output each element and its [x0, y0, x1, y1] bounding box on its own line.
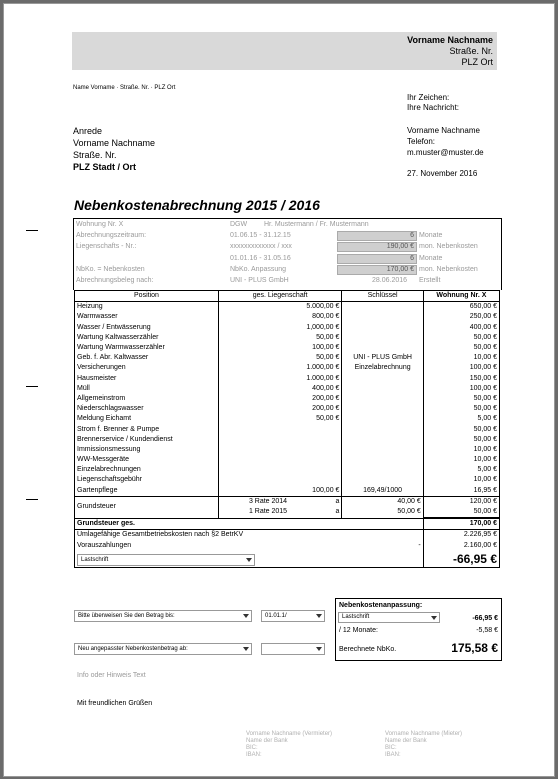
contact-email: m.muster@muster.de [407, 148, 484, 157]
info-extra: Hr. Mustermann / Fr. Mustermann [264, 221, 369, 228]
new-amount-date-select[interactable] [261, 643, 325, 655]
info-unit: Monate [419, 254, 443, 262]
cell-w: 50,00 € [423, 404, 499, 414]
chevron-down-icon [243, 647, 249, 651]
cell-pos: Niederschlagswasser [75, 404, 219, 414]
info-label: Abrechnungszeitraum: [76, 232, 147, 240]
cell-pos: Warmwasser [75, 312, 219, 322]
cell-ges: 50,00 € [218, 333, 341, 343]
costs-table [74, 290, 500, 568]
cell-ges: 1,000,00 € [218, 323, 341, 333]
col-wohnung: Wohnung Nr. X [423, 291, 499, 302]
cell-w: 50,00 € [423, 333, 499, 343]
berechnete-label: Berechnete NbKo. [339, 646, 397, 653]
recipient-city: PLZ Stadt / Ort [73, 162, 136, 172]
rate1-w: 120,00 € [423, 496, 499, 507]
key-cell [342, 353, 423, 485]
table-row [75, 343, 500, 353]
contact-name: Vorname Nachname [407, 126, 480, 135]
cell-w: 650,00 € [423, 302, 499, 313]
cell-pos: Heizung [75, 302, 219, 313]
voraus-minus: - [418, 541, 421, 549]
ihr-zeichen: Ihr Zeichen: [407, 93, 450, 102]
cell-pos: Wartung Kaltwasserzähler [75, 333, 219, 343]
sender-city: PLZ Ort [461, 57, 493, 67]
cell-pos: Versicherungen [75, 363, 219, 373]
grundsteuer-ges-label: Grundsteuer ges. [75, 518, 219, 530]
document-title: Nebenkostenabrechnung 2015 / 2016 [74, 197, 320, 213]
cell-w: 150,00 € [423, 374, 499, 384]
footer-tenant-bic: BIC: [385, 745, 397, 751]
cell-pos: Meldung Eichamt [75, 414, 219, 424]
footer-tenant-name: Vorname Nachname (Mieter) [385, 731, 463, 737]
cell-ges: 5.000,00 € [218, 302, 341, 313]
new-amount-select-label: Neu angepasster Nebenkostenbetrag ab: [78, 646, 188, 652]
grundsteuer-ges-spacer [218, 518, 423, 530]
table-row [75, 518, 500, 530]
info-unit: Monate [419, 232, 443, 240]
cell-ges: 50,00 € [218, 353, 341, 363]
footer-landlord-bank: Name der Bank [246, 738, 288, 744]
info-hint: Info oder Hinweis Text [77, 672, 146, 679]
cell-w: 10,00 € [423, 353, 499, 363]
chevron-down-icon [316, 647, 322, 651]
cell-ges: 50,00 € [218, 414, 341, 424]
key-text: UNI - PLUS GmbH [353, 354, 412, 362]
table-row [75, 323, 500, 333]
info-unit: mon. Nebenkosten [419, 243, 478, 251]
cell-pos: Liegenschaftsgebühr [75, 475, 219, 485]
cell-w: 50,00 € [423, 394, 499, 404]
ihre-nachricht: Ihre Nachricht: [407, 103, 460, 112]
info-value: xxxxxxxxxxxxx / xxx [230, 243, 292, 251]
footer-tenant-iban: IBAN: [385, 752, 401, 758]
table-row [75, 465, 500, 475]
recipient-salutation: Anrede [73, 126, 103, 136]
cell-key [342, 312, 423, 322]
payment-total: -66,95 € [423, 551, 499, 568]
grundsteuer-ges-value: 170,00 € [423, 518, 499, 530]
cell-ges: 100,00 € [218, 343, 341, 353]
footer-tenant [385, 731, 462, 759]
cell-ges: 200,00 € [218, 404, 341, 414]
info-value: UNI - PLUS GmbH [230, 277, 289, 284]
cell-pos: Strom f. Brenner & Pumpe [75, 424, 219, 434]
cell-pos: Einzelabrechnungen [75, 465, 219, 475]
cell-pos: Hausmeister [75, 374, 219, 384]
cell-pos: Geb. f. Abr. Kaltwasser [75, 353, 219, 363]
anpassung-title: Nebenkostenanpassung: [339, 602, 423, 609]
rate2-a: a [335, 508, 340, 516]
fold-mark [26, 386, 38, 387]
key-text: Einzelabrechnung [354, 364, 411, 372]
cell-w: 400,00 € [423, 323, 499, 333]
fold-mark [26, 230, 38, 231]
umlage-label: Umlagefähige Gesamtbetriebskosten nach §2 BetrKV [75, 530, 424, 541]
info-field: 170,00 € [337, 265, 417, 275]
cell-ges: 400,00 € [218, 384, 341, 394]
sender-header [72, 32, 497, 70]
anpassung-value1: -66,95 € [472, 615, 498, 622]
cell-w: 50,00 € [423, 435, 499, 445]
footer-landlord [246, 731, 332, 759]
cell-pos: Müll [75, 384, 219, 394]
table-row [75, 541, 500, 551]
chevron-down-icon [243, 614, 249, 618]
cell-pos: Wartung Warmwasserzähler [75, 343, 219, 353]
table-row [75, 374, 500, 384]
table-row [75, 435, 500, 445]
info-unit: mon. Nebenkosten [419, 265, 478, 273]
cell-w: 100,00 € [423, 363, 499, 373]
voraus-value: 2.160,00 € [423, 541, 499, 551]
info-field: 190,00 € [337, 242, 417, 252]
chevron-down-icon [316, 614, 322, 618]
footer-tenant-bank: Name der Bank [385, 738, 427, 744]
cell-pos: Gartenpflege [75, 486, 219, 497]
col-position: Position [75, 291, 219, 302]
info-label: Liegenschafts - Nr.: [76, 243, 137, 251]
info-label: Abrechnungsbeleg nach: [76, 277, 154, 284]
cell-pos: Brennerservice / Kundendienst [75, 435, 219, 445]
table-row [75, 530, 500, 541]
table-row [75, 363, 500, 373]
table-row [75, 486, 500, 497]
col-key: Schlüssel [342, 291, 423, 302]
table-row [75, 455, 500, 465]
info-extra: 28.06.2016 [372, 277, 408, 284]
umlage-value: 2.226,95 € [423, 530, 499, 541]
anpassung-box [335, 598, 502, 661]
table-row [75, 424, 500, 434]
transfer-date-value: 01.01.1/ [265, 613, 287, 619]
anpassung-per12-label: / 12 Monate: [339, 627, 378, 634]
cell-w: 50,00 € [423, 424, 499, 434]
table-row [75, 551, 500, 568]
cell-w: 16,95 € [423, 486, 499, 497]
recipient-name: Vorname Nachname [73, 138, 156, 148]
anpassung-value2: -5,58 € [476, 627, 498, 634]
cell-w: 250,00 € [423, 312, 499, 322]
cell-w: 5,00 € [423, 414, 499, 424]
cell-ges: 200,00 € [218, 394, 341, 404]
info-value: NbKo. Anpassung [230, 265, 287, 273]
table-row [75, 312, 500, 322]
letter-date: 27. November 2016 [407, 169, 478, 178]
sender-name: Vorname Nachname [407, 35, 493, 45]
cell-ges: 100,00 € [218, 486, 341, 497]
payment-cell [75, 551, 424, 568]
contact-phone: Telefon: [407, 137, 436, 146]
footer-landlord-bic: BIC: [246, 745, 258, 751]
anpassung-payment-select[interactable] [338, 612, 440, 623]
greeting: Mit freundlichen Grüßen [77, 700, 153, 707]
cell-w: 10,00 € [423, 455, 499, 465]
berechnete-value: 175,58 € [451, 641, 498, 655]
grundsteuer-label: Grundsteuer [75, 496, 219, 518]
fold-mark [26, 499, 38, 500]
cell-w: 10,00 € [423, 475, 499, 485]
cell-ges [218, 465, 341, 475]
cell-ges [218, 475, 341, 485]
info-value: 01.06.15 - 31.12.15 [230, 232, 291, 240]
table-row [75, 302, 500, 313]
cell-ges: 800,00 € [218, 312, 341, 322]
rate2-w: 50,00 € [423, 507, 499, 518]
transfer-select-label: Bitte überweisen Sie den Betrag bis: [78, 613, 175, 619]
recipient-street: Straße. Nr. [73, 150, 117, 160]
cell-ges: 1.000,00 € [218, 374, 341, 384]
cell-ges [218, 455, 341, 465]
cell-pos: Immissionsmessung [75, 445, 219, 455]
info-field: 6 [337, 231, 417, 241]
chevron-down-icon [431, 616, 437, 620]
sender-return-line: Name Vorname · Straße. Nr. · PLZ Ort [73, 85, 176, 91]
table-row [75, 445, 500, 455]
cell-w: 10,00 € [423, 445, 499, 455]
cell-key [342, 343, 423, 353]
payment-select[interactable] [77, 554, 255, 566]
grundsteuer-rate1 [218, 496, 341, 507]
table-row [75, 414, 500, 424]
sender-street: Straße. Nr. [449, 46, 493, 56]
info-field: 6 [337, 254, 417, 264]
letter-page [3, 3, 555, 777]
cell-key [342, 302, 423, 313]
cell-ges [218, 435, 341, 445]
info-label: Wohnung Nr. X [76, 221, 124, 228]
table-row [75, 394, 500, 404]
chevron-down-icon [246, 558, 252, 562]
payment-select-label: Lastschrift [81, 556, 109, 563]
table-row [75, 384, 500, 394]
cell-pos: Allgemeinstrom [75, 394, 219, 404]
transfer-select[interactable] [74, 610, 252, 622]
footer-landlord-iban: IBAN: [246, 752, 262, 758]
cell-w: 5,00 € [423, 465, 499, 475]
info-unit: Erstellt [419, 277, 441, 284]
cell-pos: Wasser / Entwässerung [75, 323, 219, 333]
cell-ges [218, 445, 341, 455]
rate1-value: 40,00 € [342, 496, 423, 507]
grundsteuer-rate2 [218, 507, 341, 518]
new-amount-select[interactable] [74, 643, 252, 655]
anpassung-select-label: Lastschrift [342, 614, 370, 620]
rate2-label: 1 Rate 2015 [248, 508, 288, 516]
table-row [75, 404, 500, 414]
table-row [75, 333, 500, 343]
rate2-value: 50,00 € [342, 507, 423, 518]
cell-pos: WW-Messgeräte [75, 455, 219, 465]
col-ges: ges. Liegenschaft [218, 291, 341, 302]
transfer-date-select[interactable] [261, 610, 325, 622]
rate1-a: a [335, 497, 340, 505]
cell-w: 100,00 € [423, 384, 499, 394]
voraus-label: Vorauszahlungen [75, 541, 342, 551]
footer-landlord-name: Vorname Nachname (Vermieter) [246, 731, 333, 737]
cell-key: 169,49/1000 [342, 486, 423, 497]
table-row [75, 496, 500, 507]
info-value: 01.01.16 - 31.05.16 [230, 254, 291, 262]
rate1-label: 3 Rate 2014 [248, 497, 288, 505]
info-label: NbKo. = Nebenkosten [76, 265, 145, 273]
cell-ges [218, 424, 341, 434]
cell-ges: 1.000,00 € [218, 363, 341, 373]
info-value: DGW [230, 221, 248, 228]
table-row [75, 353, 500, 363]
cell-key [342, 323, 423, 333]
cell-w: 50,00 € [423, 343, 499, 353]
table-row [75, 475, 500, 485]
cell-key [342, 333, 423, 343]
